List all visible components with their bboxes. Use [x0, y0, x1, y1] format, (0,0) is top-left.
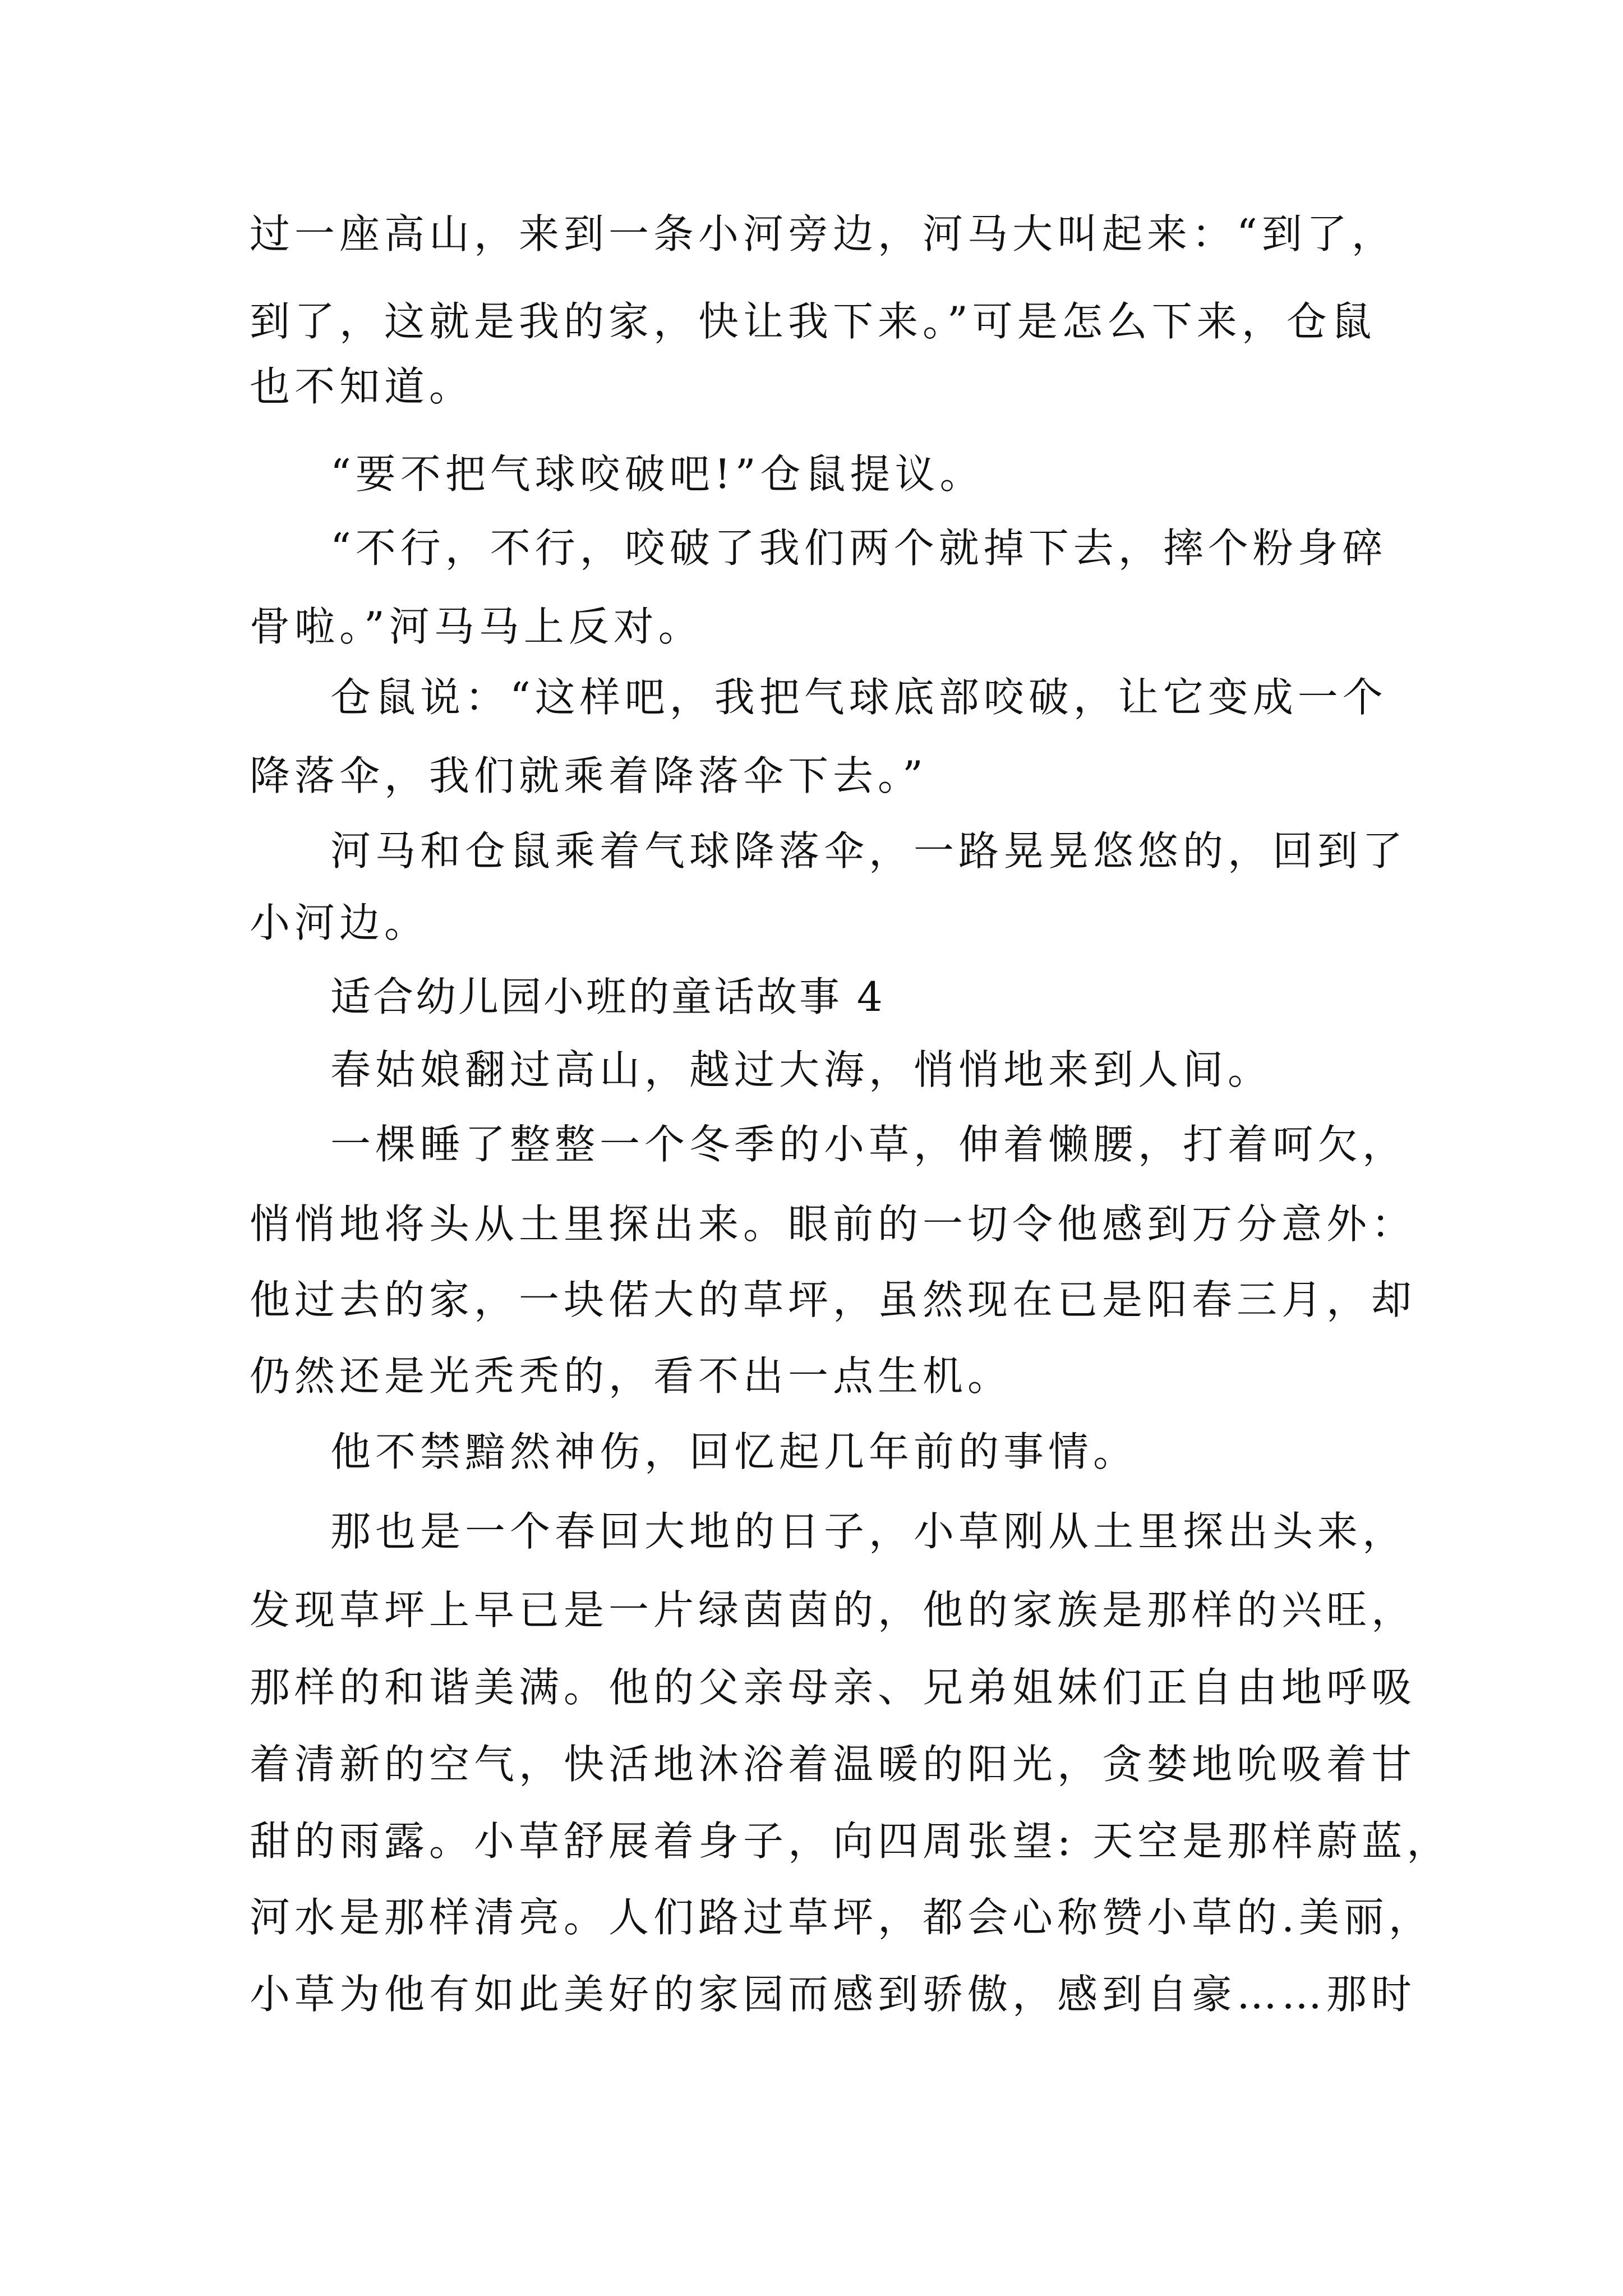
text-line: 悄悄地将头从土里探出来。眼前的一切令他感到万分意外： — [250, 1200, 1417, 1248]
document-body — [250, 0, 1452, 2296]
text-line: 仍然还是光秃秃的，看不出一点生机。 — [250, 1352, 1013, 1400]
text-line: 那样的和谐美满。他的父亲母亲、兄弟姐妹们正自由地呼吸 — [250, 1664, 1417, 1711]
text-line: “不行，不行，咬破了我们两个就掉下去，摔个粉身碎 — [330, 524, 1387, 572]
text-line: 也不知道。 — [250, 363, 474, 410]
text-line: 他过去的家，一块偌大的草坪，虽然现在已是阳春三月，却 — [250, 1276, 1417, 1323]
text-line: 甜的雨露。小草舒展着身子，向四周张望: 天空是那样蔚蓝， — [250, 1818, 1452, 1865]
text-line: 到了，这就是我的家，快让我下来。”可是怎么下来，仓鼠 — [250, 298, 1376, 345]
text-line: 仓鼠说：“这样吧，我把气球底部咬破，让它变成一个 — [330, 674, 1387, 721]
text-line: 河水是那样清亮。人们路过草坪，都会心称赞小草的.美丽， — [250, 1894, 1433, 1941]
text-line: 降落伞，我们就乘着降落伞下去。” — [250, 752, 928, 799]
text-line: 那也是一个春回大地的日子，小草刚从土里探出头来， — [330, 1508, 1408, 1555]
text-line: 过一座高山，来到一条小河旁边，河马大叫起来：“到了， — [250, 210, 1396, 257]
text-line: 小草为他有如此美好的家园而感到骄傲，感到自豪……那时 — [250, 1971, 1417, 2018]
text-line: “要不把气球咬破吧!”仓鼠提议。 — [330, 450, 985, 498]
text-line: 他不禁黯然神伤，回忆起几年前的事情。 — [330, 1428, 1138, 1475]
text-line: 发现草坪上早已是一片绿茵茵的，他的家族是那样的兴旺， — [250, 1586, 1417, 1634]
text-line: 河马和仓鼠乘着气球降落伞，一路晃晃悠悠的，回到了 — [330, 827, 1408, 875]
text-line: 春姑娘翻过高山，越过大海，悄悄地来到人间。 — [330, 1046, 1273, 1093]
section-heading: 适合幼儿园小班的童话故事 4 — [330, 973, 885, 1020]
text-line: 骨啦。”河马马上反对。 — [250, 603, 703, 650]
text-line: 一棵睡了整整一个冬季的小草，伸着懒腰，打着呵欠， — [330, 1121, 1408, 1168]
text-line: 着清新的空气，快活地沐浴着温暖的阳光，贪婪地吮吸着甘 — [250, 1741, 1417, 1788]
text-line: 小河边。 — [250, 899, 430, 946]
